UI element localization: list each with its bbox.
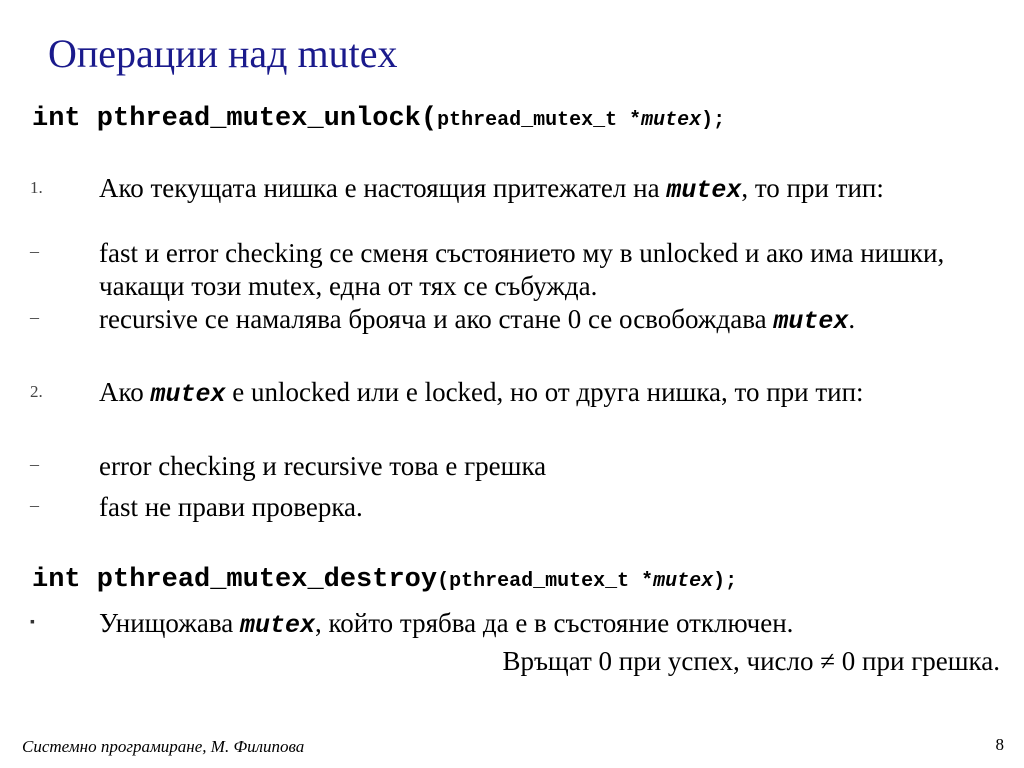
item-text (99, 172, 1004, 207)
item-text (99, 491, 1004, 524)
page-number: 8 (995, 735, 1004, 754)
item-text-part: fast и error checking се сменя състоянието му в unlocked и ако има нишки, чакащи този mutex, една от тях се събужда. (99, 238, 945, 301)
unlock-param-close: ); (701, 109, 726, 132)
item-marker: 1. (30, 178, 43, 197)
unlock-params (437, 109, 725, 132)
item-marker: – (30, 495, 39, 515)
item-marker: – (30, 307, 39, 327)
unlock-param-name: mutex (641, 109, 702, 132)
item-text-part: Унищожава (99, 608, 241, 638)
item-text-part: Ако (99, 377, 151, 407)
destroy-param-name: mutex (653, 570, 714, 593)
destroy-param-close: ); (713, 570, 738, 593)
unlock-signature (32, 104, 725, 134)
item-text-part: error checking и recursive това е грешка (99, 451, 547, 481)
item-text-part: , който трябва да е в състояние отключен. (315, 608, 794, 638)
destroy-func: int pthread_mutex_destroy (32, 565, 438, 595)
destroy-params (437, 570, 737, 593)
item-marker: 2. (30, 382, 43, 401)
item-text-part: Ако текущата нишка е настоящия притежател на (99, 173, 667, 203)
slide-title: Операции над mutex (48, 31, 398, 76)
item-marker: – (30, 454, 39, 474)
item-code: mutex (666, 176, 742, 205)
item-marker: – (30, 241, 39, 261)
item-text (99, 450, 1004, 483)
item-text (99, 303, 1004, 338)
item-text-part: е unlocked или е locked, но от друга нишка, то при тип: (225, 377, 864, 407)
item-text-part: , то при тип: (741, 173, 884, 203)
item-code: mutex (773, 307, 849, 336)
bullet-square-icon: ▪ (30, 615, 35, 630)
item-text-part: recursive се намалява брояча и ако стане 0 се освобождава (99, 304, 774, 334)
item-text-part: fast не прави проверка. (99, 492, 363, 522)
item-text-part: . (848, 304, 856, 334)
item-text (99, 237, 1004, 303)
item-code: mutex (150, 380, 226, 409)
item-text (99, 376, 1004, 411)
item-text (99, 607, 1004, 642)
return-note: Връщат 0 при успех, число ≠ 0 при грешка. (502, 646, 1000, 676)
item-code: mutex (240, 611, 316, 640)
unlock-param-type: pthread_mutex_t * (437, 109, 642, 132)
destroy-signature (32, 565, 737, 595)
destroy-param-type: (pthread_mutex_t * (437, 570, 654, 593)
unlock-func: int pthread_mutex_unlock( (32, 104, 438, 134)
footer-author: Системно програмиране, М. Филипова (22, 737, 305, 756)
